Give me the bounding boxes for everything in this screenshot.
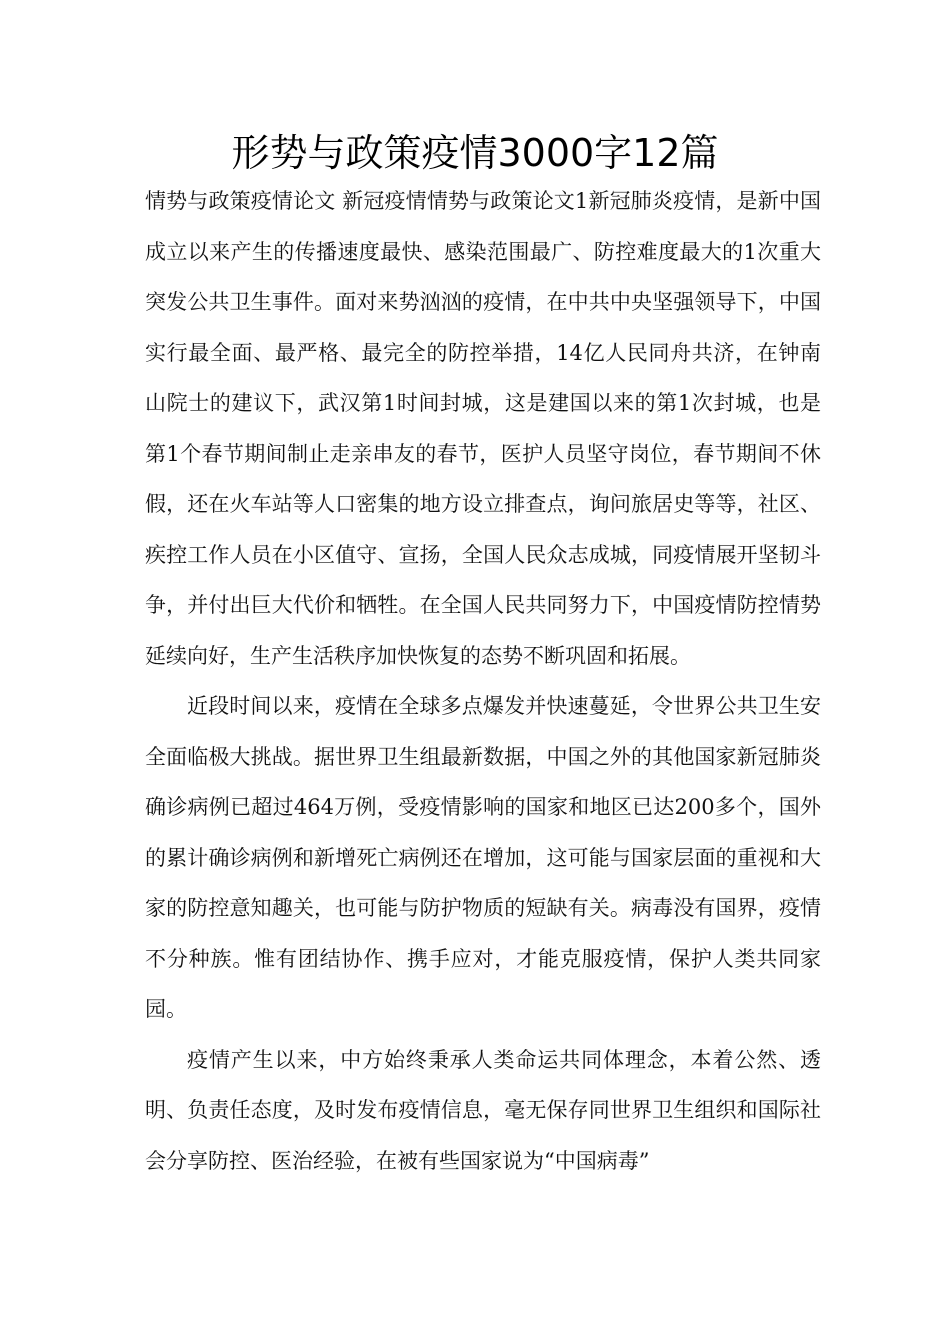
paragraph-1: 情势与政策疫情论文 新冠疫情情势与政策论文1新冠肺炎疫情，是新中国成立以来产生的传播速度最快、感染范围最广、防控难度最大的1次重大突发公共卫生事件。面对来势汹汹的疫情，在中共中央坚强领导下，中国实行最全面、最严格、最完全的防控举措，14亿人民同舟共济，在钟南山院士的建议下，武汉第1时间封城，这是建国以来的第1次封城，也是第1个春节期间制止走亲串友的春节，医护人员坚守岗位，春节期间不休假，还在火车站等人口密集的地方设立排查点，询问旅居史等等，社区、疾控工作人员在小区值守、宣扬，全国人民众志成城，同疫情展开坚韧斗争，并付出巨大代价和牺牲。在全国人民共同努力下，中国疫情防控情势延续向好，生产生活秩序加快恢复的态势不断巩固和拓展。 bbox=[145, 189, 821, 668]
document-title: 形势与政策疫情3000字12篇 bbox=[231, 131, 719, 175]
paragraph-2: 近段时间以来，疫情在全球多点爆发并快速蔓延，令世界公共卫生安全面临极大挑战。据世界卫生组最新数据，中国之外的其他国家新冠肺炎确诊病例已超过464万例，受疫情影响的国家和地区已达200多个，国外的累计确诊病例和新增死亡病例还在增加，这可能与国家层面的重视和大家的防控意知趣关，也可能与防护物质的短缺有关。病毒没有国界，疫情不分种族。惟有团结协作、携手应对，才能克服疫情，保护人类共同家园。 bbox=[145, 694, 821, 1021]
document-body bbox=[145, 176, 821, 1186]
paragraph-3: 疫情产生以来，中方始终秉承人类命运共同体理念，本着公然、透明、负责任态度，及时发布疫情信息，毫无保存同世界卫生组织和国际社会分享防控、医治经验，在被有些国家说为“中国病毒” bbox=[145, 1047, 821, 1173]
